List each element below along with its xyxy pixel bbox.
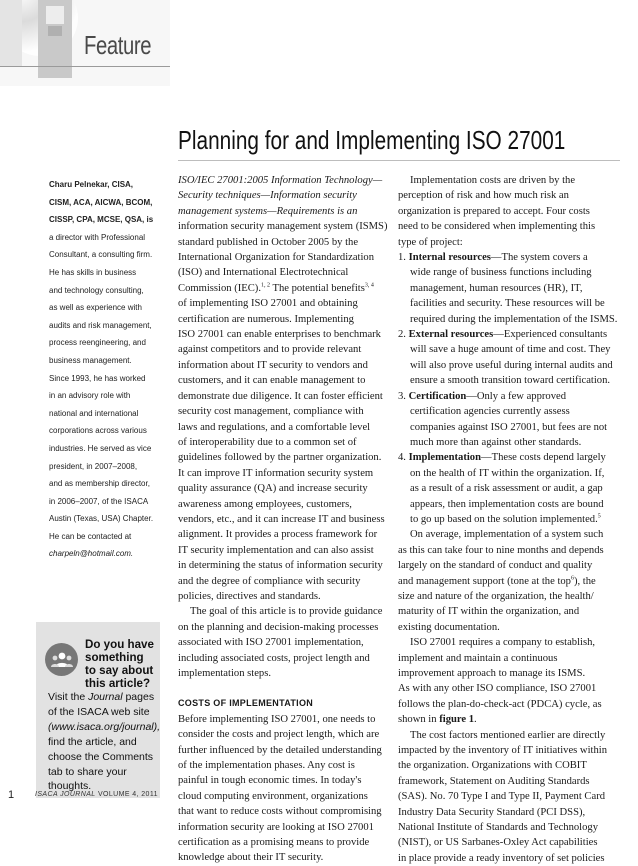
author-line: a director with Professional <box>49 232 146 242</box>
text-line <box>178 281 390 296</box>
text-line: knowledge about their IT security. <box>178 852 324 864</box>
text-line: maturity of IT within the organization, and <box>398 606 580 618</box>
author-line: industries. He served as vice <box>49 443 152 453</box>
text-line: management, human resources (HR), IT, <box>410 282 583 294</box>
callout-question-line: to say about <box>85 664 154 677</box>
text-line: security cost management, compliance with <box>178 406 364 418</box>
text-segment: Journal <box>88 691 123 703</box>
text-segment: Visit the <box>48 691 86 703</box>
text-line: vendors, etc., and it can increase IT and business <box>178 513 385 525</box>
list-term: Certification <box>408 390 467 402</box>
text-line: management systems—Requirements is an <box>178 205 358 217</box>
text-line: organization is prepared to accept. Four costs <box>398 205 590 217</box>
text-line: The goal of this article is to provide guidance <box>190 606 383 618</box>
page-number: 1 <box>8 789 15 801</box>
text-line: Implementation costs are driven by the <box>410 175 576 186</box>
text-line: will also prove useful during internal audits and <box>410 359 613 371</box>
text-line: wide range of business functions including <box>410 267 592 279</box>
author-line: as well as experience with <box>49 303 142 313</box>
text-line: On average, implementation of a system such <box>410 529 604 541</box>
text-line <box>398 512 624 527</box>
list-item <box>398 389 624 404</box>
text-line: (SAS). No. 70 Type I and Type II, Payment Card <box>398 791 606 803</box>
author-line: business management. <box>49 355 132 365</box>
text-segment: and management support (tone at the top <box>398 575 571 587</box>
text-line: certification agencies currently assess <box>410 406 570 418</box>
author-line: Since 1993, he has worked <box>49 373 146 383</box>
callout-line: choose the Comments <box>48 750 154 763</box>
author-line: president, in 2007–2008, <box>49 461 138 471</box>
journal-url-link[interactable]: (www.isaca.org/journal), <box>48 720 161 733</box>
author-line: and technology consulting, <box>49 285 144 295</box>
text-line: on the health of IT within the organization. If, <box>410 467 605 479</box>
footnote-ref[interactable]: 5 <box>597 513 601 520</box>
text-line: impacted by the inventory of IT initiatives within <box>398 745 607 757</box>
list-number: 1. <box>398 252 406 264</box>
text-segment: ), the <box>573 575 596 587</box>
section-heading-costs: COSTS OF IMPLEMENTATION <box>178 698 314 709</box>
text-line: (ISO) and International Electrotechnical <box>178 267 349 279</box>
footnote-ref[interactable]: 3, 4 <box>364 282 374 289</box>
text-line <box>398 712 624 727</box>
text-line: implementation steps. <box>178 668 271 679</box>
text-line: guidelines followed by the partner organization. <box>178 452 382 464</box>
text-line: Security techniques—Information security <box>178 190 357 202</box>
callout-line: of the ISACA web site <box>48 705 150 718</box>
text-line: of implementing ISO 27001 and obtaining <box>178 298 358 310</box>
text-line: of the implementation phases. Any cost is <box>178 760 355 772</box>
author-line: Austin (Texas, USA) Chapter. <box>49 514 154 524</box>
text-line: National Institute of Standards and Technology <box>398 822 599 834</box>
author-line: Consultant, a consulting firm. <box>49 250 153 260</box>
text-segment: Commission (IEC). <box>178 282 261 294</box>
footer-journal <box>35 791 158 798</box>
text-line: awareness among employees, customers, <box>178 498 352 510</box>
text-segment: —Experienced consultants <box>493 329 608 341</box>
list-item <box>398 450 624 465</box>
text-line: framework, Statement on Auditing Standards <box>398 775 590 787</box>
list-number: 4. <box>398 452 406 464</box>
text-line: against competitors and to provide relevant <box>178 344 362 356</box>
text-line: alignment. It provides a process framework for <box>178 529 378 541</box>
section-label: Feature <box>84 30 152 60</box>
text-segment: shown in <box>398 714 437 726</box>
callout-question-line: this article? <box>85 677 151 690</box>
text-line: (NIST), or US Sarbanes-Oxley Act capabilities <box>398 837 598 849</box>
text-segment: . <box>474 714 477 726</box>
text-line: follows the plan-do-check-act (PDCA) cycle, as <box>398 698 602 710</box>
author-line: audits and risk management, <box>49 320 152 330</box>
text-line: as this can take four to nine months and depends <box>398 544 604 556</box>
callout-question-line: Do you have <box>85 638 154 651</box>
author-line: CISM, ACA, AICWA, BCOM, <box>49 197 153 207</box>
text-line: that want to reduce costs without compromising <box>178 806 382 818</box>
text-line: ISO/IEC 27001:2005 Information Technology— <box>178 175 383 186</box>
callout-line: thoughts. <box>48 780 92 793</box>
text-line: and the degree of compliance with security <box>178 575 361 587</box>
text-line: policies, directives and standards. <box>178 590 321 602</box>
text-line: ISO 27001 requires a company to establish, <box>410 637 596 649</box>
author-bio <box>49 176 161 563</box>
text-line: certification are numerous. Implementing <box>178 313 354 325</box>
text-line: including associated costs, project length and <box>178 652 370 664</box>
text-line: facilities and security. These resources will be <box>410 298 605 310</box>
footnote-ref[interactable]: 6 <box>570 575 574 582</box>
text-segment: —These costs depend largely <box>481 452 606 464</box>
callout-line: tab to share your <box>48 765 127 778</box>
text-line: improvement approach to manage its ISMS. <box>398 668 586 679</box>
list-item <box>398 250 624 265</box>
text-line: customers, and it can enable management to <box>178 375 366 387</box>
footnote-ref[interactable]: 1, 2 <box>261 282 270 289</box>
callout-question <box>85 638 161 690</box>
author-line: CISSP, CPA, MCSE, QSA, is <box>49 215 154 225</box>
text-line: of interoperability due to a common set of <box>178 436 357 448</box>
list-item <box>398 327 624 342</box>
list-term: Internal resources <box>408 252 491 264</box>
list-term: Implementation <box>408 452 481 464</box>
author-line: process reengineering, and <box>49 338 146 348</box>
text-line: information security management system (ISMS) <box>178 221 388 233</box>
text-line: will save a huge amount of time and cost. They <box>410 344 611 356</box>
text-line: As with any other ISO compliance, ISO 27001 <box>398 683 597 695</box>
author-line: in 2006–2007, of the ISACA <box>49 496 149 506</box>
text-line: ensure a smooth transition toward certification. <box>410 375 611 387</box>
text-line: largely on the standard of conduct and quality <box>398 560 593 572</box>
journal-volume: VOLUME 4, 2011 <box>97 791 158 798</box>
author-line: corporations across various <box>49 426 147 436</box>
text-line: laws and regulations, and a comfortable level <box>178 421 371 433</box>
text-line: in determining the status of information security <box>178 560 383 572</box>
text-segment: pages <box>125 691 155 703</box>
text-line: The cost factors mentioned earlier are directly <box>410 729 606 741</box>
text-line: information about IT security to vendors and <box>178 359 368 371</box>
text-line: It can improve IT information security system <box>178 467 374 479</box>
text-line: as a result of a risk assessment or audit, a gap <box>410 483 603 495</box>
list-number: 3. <box>398 390 406 402</box>
text-line: associated with ISO 27001 implementation, <box>178 637 364 649</box>
text-line: IT security implementation and can also assist <box>178 544 374 556</box>
text-line: on the planning and decision-making processes <box>178 621 379 633</box>
spacer <box>178 681 390 696</box>
text-line: the organization. Organizations with COBIT <box>398 760 587 772</box>
callout-question-line: something <box>85 651 144 664</box>
callout-line: find the article, and <box>48 735 137 748</box>
text-line: need to be considered when implementing this <box>398 221 596 233</box>
text-line: size and nature of the organization, the health/ <box>398 590 594 602</box>
text-segment: The potential benefits <box>272 282 365 294</box>
text-line: International Organization for Standardization <box>178 252 375 264</box>
text-segment: —The system covers a <box>490 252 588 264</box>
text-line: existing documentation. <box>398 621 500 633</box>
text-line: ISO 27001 can enable enterprises to benchmark <box>178 329 381 341</box>
article-title: Planning for and Implementing ISO 27001 <box>178 125 566 155</box>
text-line: companies against ISO 27001, but fees are not <box>410 421 608 433</box>
figure-ref-link[interactable]: figure 1 <box>439 714 475 726</box>
author-line: He can be contacted at <box>49 531 132 541</box>
author-line: national and international <box>49 408 139 418</box>
callout-text <box>48 690 160 794</box>
text-line: cloud computing environment, organizations <box>178 790 368 802</box>
people-icon-svg <box>50 650 74 670</box>
text-line: Before implementing ISO 27001, one needs to <box>178 713 376 725</box>
journal-name: ISACA JOURNAL <box>35 791 96 798</box>
text-line: quality assurance (QA) and increase security <box>178 483 368 495</box>
text-line: in place provide a ready inventory of set policies <box>398 852 605 864</box>
people-icon <box>45 643 78 676</box>
column-right <box>398 173 624 866</box>
text-line: perception of risk and how much risk an <box>398 190 569 202</box>
callout-line <box>48 690 160 705</box>
text-line: type of project: <box>398 236 463 248</box>
text-line: painful in tough economic times. In today's <box>178 775 362 787</box>
text-line: information security are looking at ISO 27001 <box>178 821 374 833</box>
author-line: and as membership director, <box>49 479 150 489</box>
author-line: He has skills in business <box>49 267 137 277</box>
text-line: demonstrate due diligence. It can foster efficient <box>178 390 383 402</box>
list-term: External resources <box>408 329 494 341</box>
title-rule <box>178 160 620 161</box>
text-line <box>398 574 624 589</box>
text-line: Industry Data Security Standard (PCI DSS), <box>398 806 586 818</box>
text-line: certification as a promising means to provide <box>178 837 370 849</box>
text-line: standard published in October 2005 by the <box>178 236 359 248</box>
text-segment: —Only a few approved <box>466 390 566 402</box>
column-middle <box>178 173 390 866</box>
text-line: consider the costs and project length, which are <box>178 729 380 741</box>
text-line: implement and maintain a continuous <box>398 652 558 664</box>
author-line: in an advisory role with <box>49 391 131 401</box>
text-line: further influenced by the detailed understanding <box>178 744 382 756</box>
text-line: required during the implementation of the ISMS. <box>410 313 618 325</box>
text-segment: to go up based on the solution implemented. <box>410 513 598 525</box>
list-number: 2. <box>398 329 406 341</box>
text-line: appears, then implementation costs are bound <box>410 498 604 510</box>
author-email-link[interactable]: charpeln@hotmail.com. <box>49 549 134 559</box>
author-line: Charu Pelnekar, CISA, <box>49 180 134 189</box>
text-line: much more than against other standards. <box>410 436 582 448</box>
header-rule <box>0 66 170 67</box>
